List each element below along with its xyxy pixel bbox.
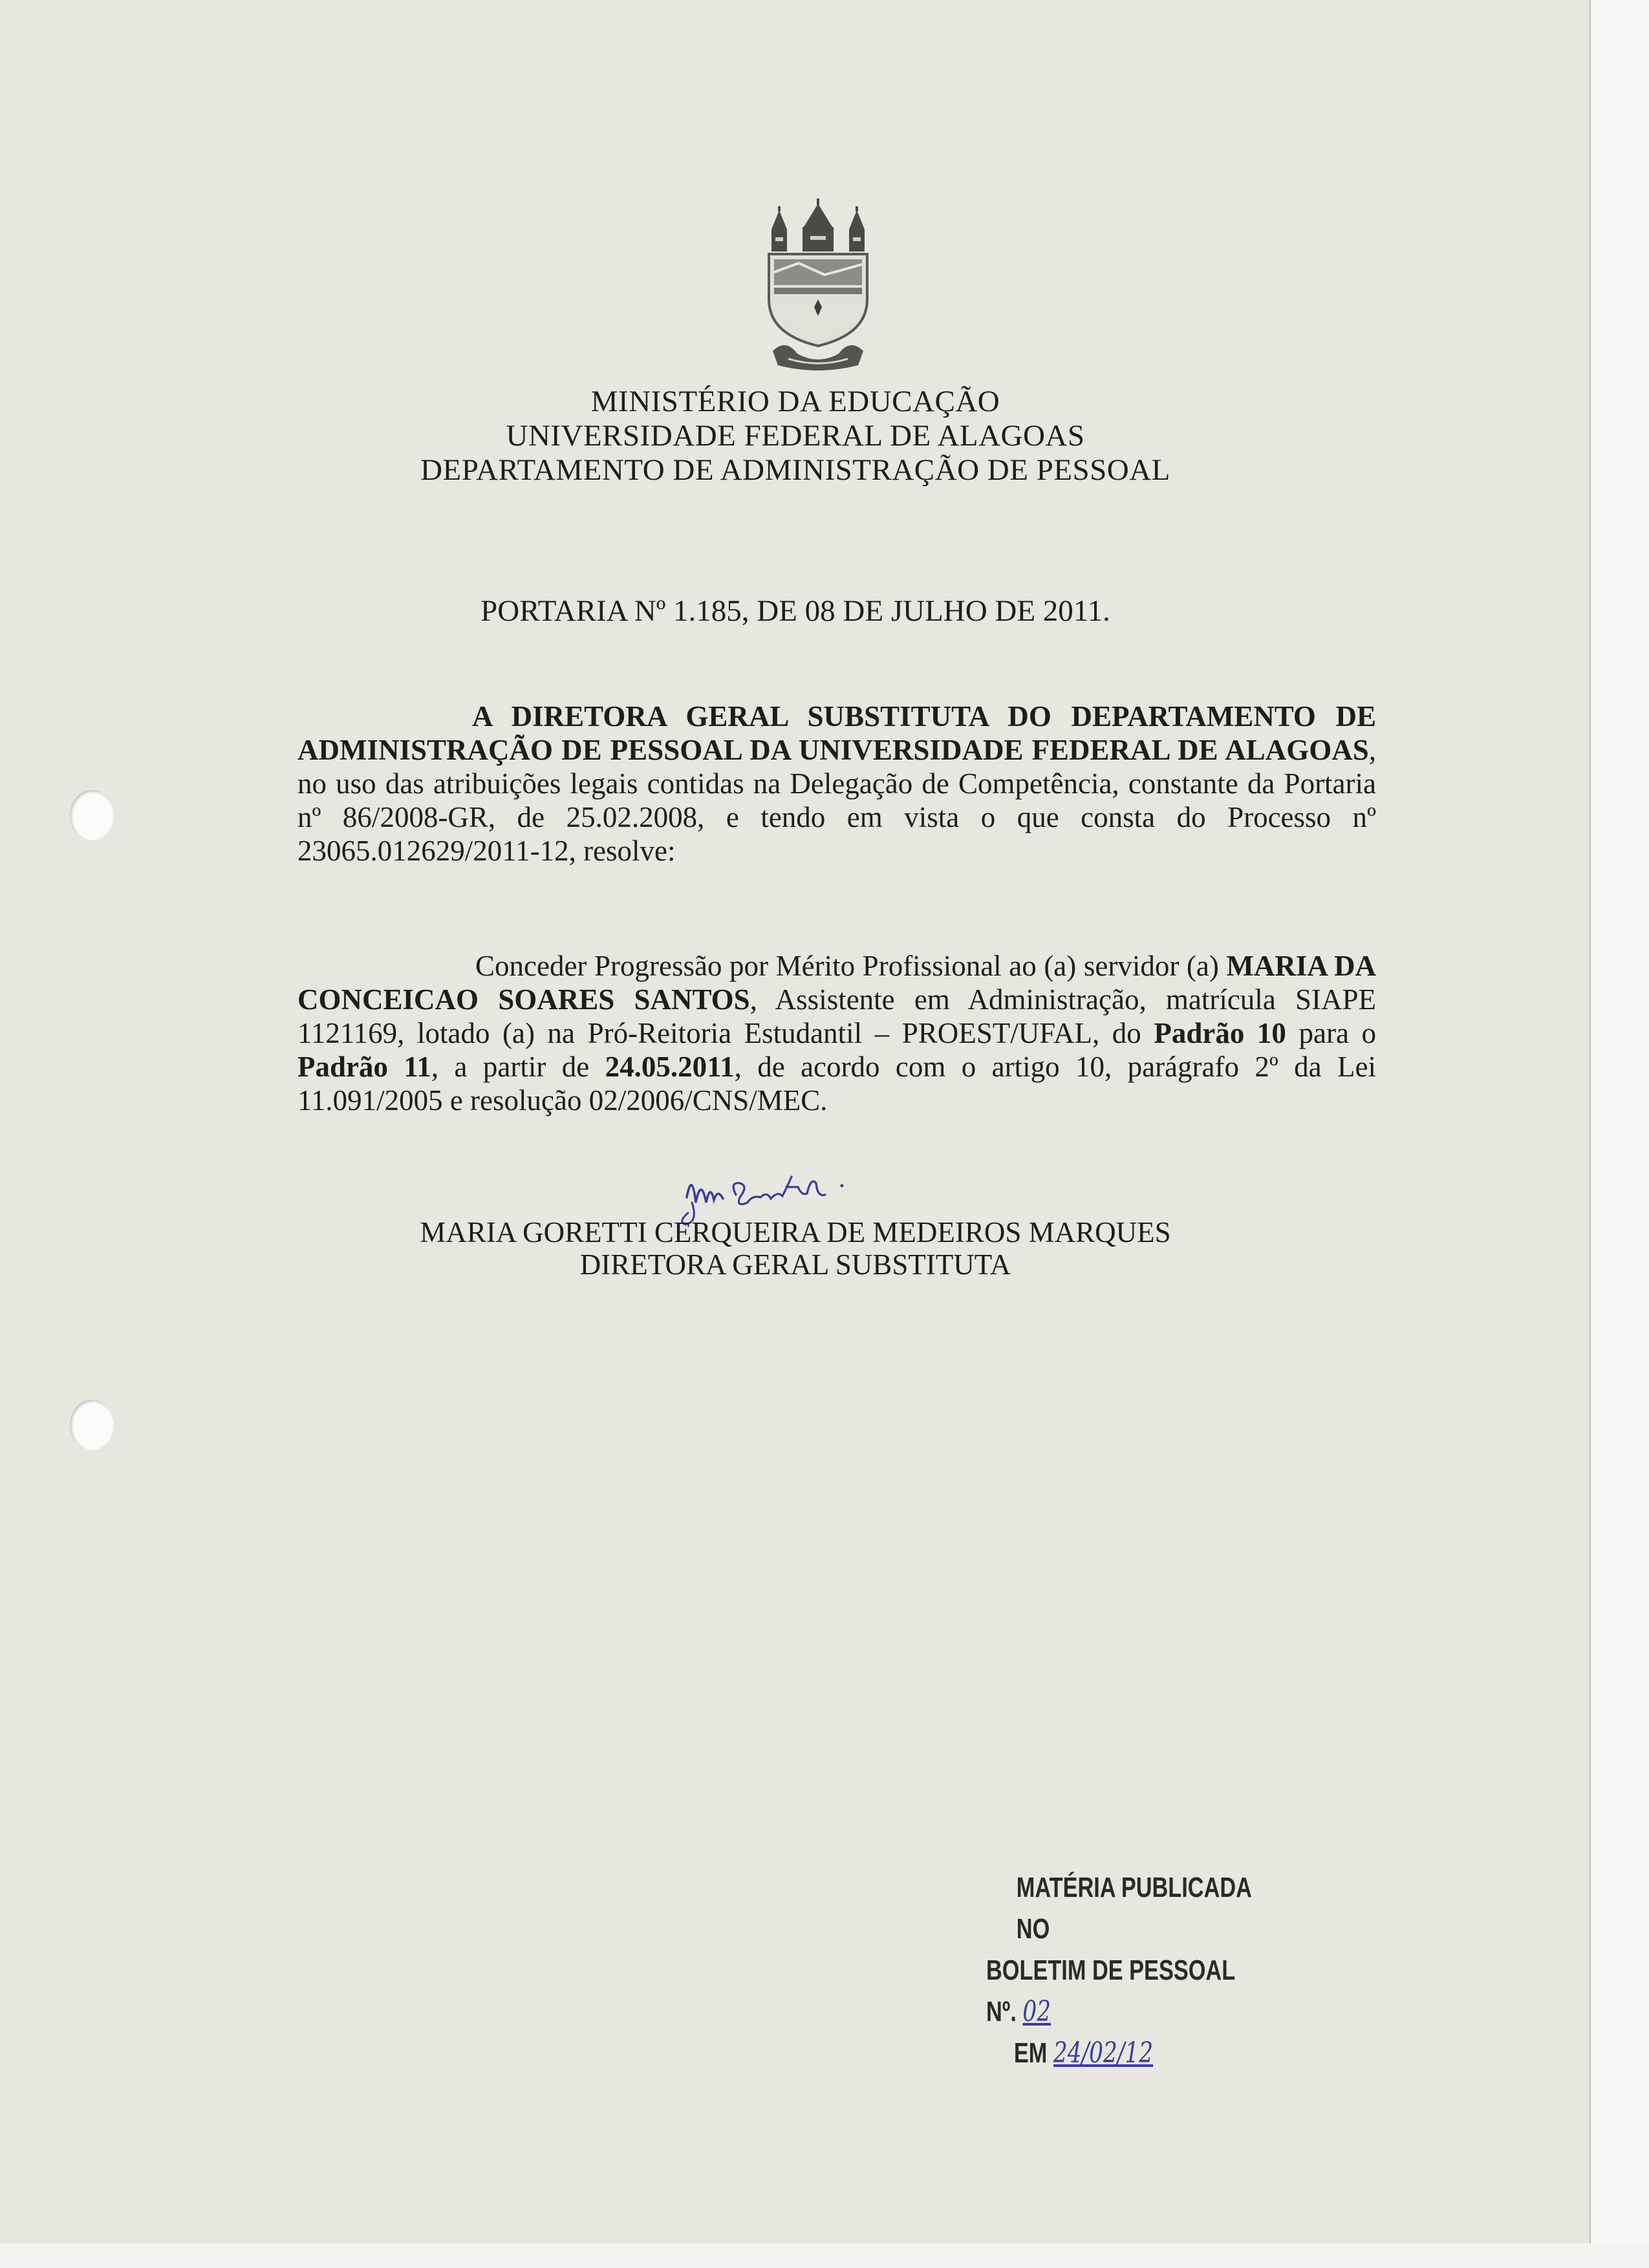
preamble-text: , no uso das atribuições legais contidas na Delegação de Competência, constante da Portaria nº 86/2008-GR, de 25.02.2008, e tendo em vista o que consta do Processo nº 23065.012629/2011-12, resolve: (297, 734, 1376, 867)
body-text-1: Conceder Progressão por Mérito Profissional ao (a) servidor (a) (475, 950, 1227, 982)
signatory-role: DIRETORA GERAL SUBSTITUTA (579, 1248, 1011, 1281)
resolution-paragraph (297, 949, 1376, 1117)
stamp-date-value: 24/02/12 (1053, 2037, 1154, 2070)
preamble-authority: A DIRETORA GERAL SUBSTITUTA DO DEPARTAMENTO DE ADMINISTRAÇÃO DE PESSOAL DA UNIVERSIDADE FEDERAL DE ALAGOAS (297, 700, 1376, 766)
body-text-3: para o (1286, 1017, 1376, 1049)
level-from: Padrão 10 (1154, 1017, 1286, 1049)
servant-name: MARIA DA CONCEICAO SOARES SANTOS (297, 950, 1376, 1016)
signatory-name: MARIA GORETTI CERQUEIRA DE MEDEIROS MARQUES (420, 1216, 1171, 1248)
header-ministry: MINISTÉRIO DA EDUCAÇÃO (590, 385, 1000, 418)
punch-hole (70, 790, 114, 840)
scan-margin (1591, 0, 1649, 2268)
effective-date: 24.05.2011 (605, 1051, 735, 1083)
scan-margin-bottom (0, 2243, 1649, 2268)
header-university: UNIVERSIDADE FEDERAL DE ALAGOAS (506, 419, 1085, 453)
portaria-title: PORTARIA Nº 1.185, DE 08 DE JULHO DE 2011. (480, 594, 1110, 628)
stamp-line-1: MATÉRIA PUBLICADA NO (1016, 1872, 1251, 1945)
stamp-date-label: EM (1013, 2037, 1048, 2069)
body-text-5: , de acordo com o artigo 10, parágrafo 2º da Lei 11.091/2005 e resolução 02/2006/CNS/MEC. (297, 1051, 1376, 1117)
publication-stamp (986, 1867, 1269, 2074)
stamp-bulletin-number: 02 (1022, 1995, 1051, 2028)
header-department: DEPARTAMENTO DE ADMINISTRAÇÃO DE PESSOAL (420, 453, 1170, 487)
body-text-4: , a partir de (431, 1051, 605, 1083)
stamp-line-3 (986, 2033, 1269, 2074)
stamp-bulletin-label: BOLETIM DE PESSOAL Nº. (986, 1954, 1235, 2027)
university-crest-icon (760, 184, 876, 378)
preamble-paragraph (297, 700, 1376, 868)
stamp-line-2 (986, 1950, 1269, 2033)
level-to: Padrão 11 (297, 1051, 431, 1083)
punch-hole (70, 1400, 114, 1450)
body-text-2: , Assistente em Administração, matrícula SIAPE 1121169, lotado (a) na Pró-Reitoria Estudantil – PROEST/UFAL, do (297, 983, 1376, 1049)
